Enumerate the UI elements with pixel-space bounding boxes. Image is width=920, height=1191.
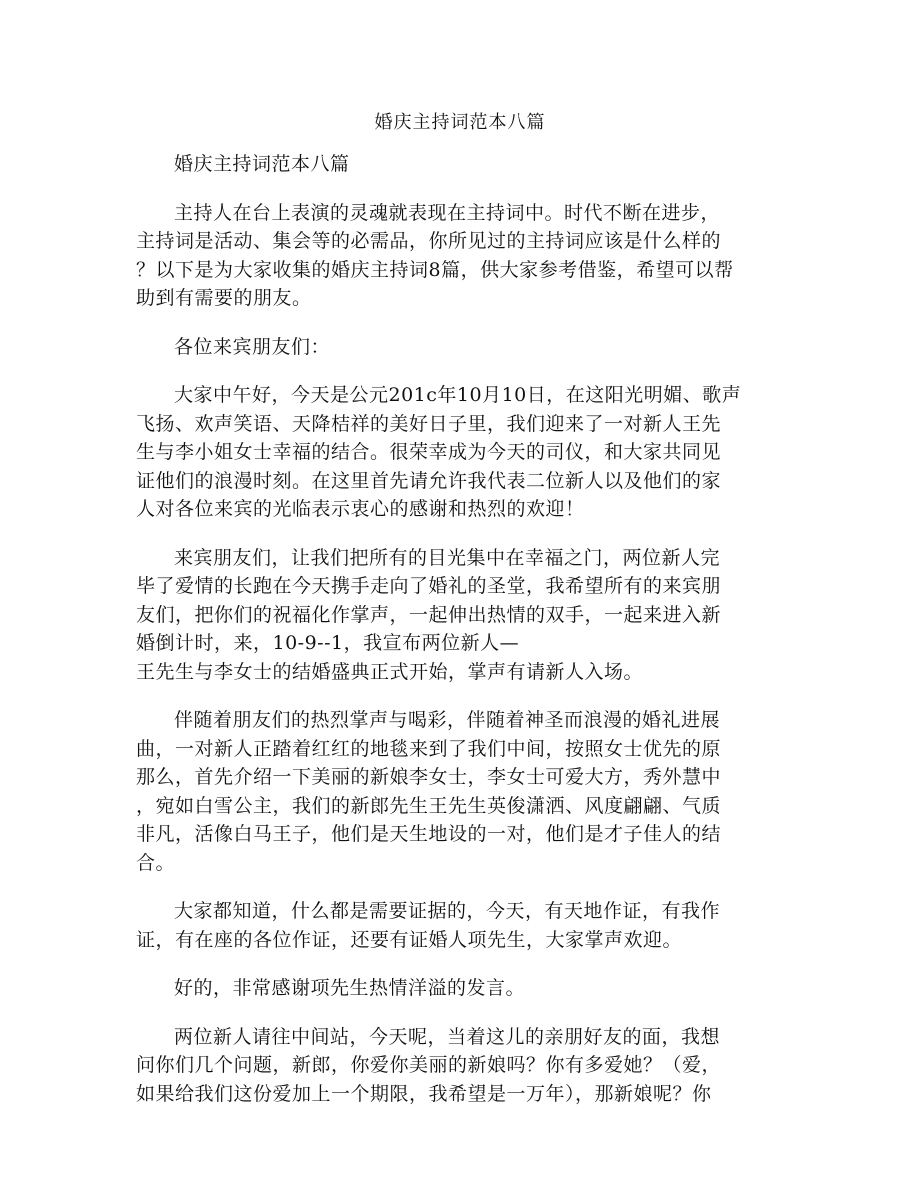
paragraph-line: 婚倒计时，来，10-9--1，我宣布两位新人— bbox=[136, 632, 520, 654]
paragraph-line: 毕了爱情的长跑在今天携手走向了婚礼的圣堂，我希望所有的来宾朋 bbox=[136, 575, 722, 597]
paragraph-line: 那么，首先介绍一下美丽的新娘李女士，李女士可爱大方，秀外慧中 bbox=[136, 766, 722, 788]
paragraph-line: 证他们的浪漫时刻。在这里首先请允许我代表二位新人以及他们的家 bbox=[136, 469, 722, 492]
paragraph-line: 大家都知道，什么都是需要证据的，今天，有天地作证，有我作 bbox=[174, 900, 721, 922]
paragraph-line: 证，有在座的各位作证，还要有证婚人项先生，大家掌声欢迎。 bbox=[136, 928, 683, 951]
paragraph bbox=[136, 199, 786, 313]
paragraph-line: 主持词是活动、集会等的必需品，你所见过的主持词应该是什么样的 bbox=[136, 230, 722, 252]
paragraph-line: 人对各位来宾的光临表示衷心的感谢和热烈的欢迎！ bbox=[136, 498, 585, 520]
paragraph-line: 好的，非常感谢项先生热情洋溢的发言。 bbox=[174, 977, 526, 999]
paragraph bbox=[136, 1023, 786, 1109]
paragraph-line: 非凡，活像白马王子，他们是天生地设的一对，他们是才子佳人的结 bbox=[136, 823, 722, 845]
paragraph bbox=[136, 897, 786, 954]
paragraph-line: 婚庆主持词范本八篇 bbox=[174, 153, 350, 175]
document-body bbox=[136, 150, 786, 1128]
paragraph-line: 来宾朋友们，让我们把所有的目光集中在幸福之门，两位新人完 bbox=[174, 546, 721, 569]
paragraph-line: 大家中午好，今天是公元201c年10月10日，在这阳光明媚、歌声 bbox=[174, 384, 742, 406]
paragraph-line: 问你们几个问题，新郎，你爱你美丽的新娘吗？你有多爱她？（爱， bbox=[136, 1054, 722, 1076]
paragraph-line: 曲，一对新人正踏着红红的地毯来到了我们中间，按照女士优先的原 bbox=[136, 737, 722, 760]
paragraph bbox=[136, 974, 786, 1003]
paragraph-line: ？以下是为大家收集的婚庆主持词8篇，供大家参考借鉴，希望可以帮 bbox=[136, 258, 734, 281]
paragraph-line: 飞扬、欢声笑语、天降桔祥的美好日子里，我们迎来了一对新人王先 bbox=[136, 412, 722, 435]
paragraph-line: 合。 bbox=[136, 851, 176, 874]
paragraph-line: 如果给我们这份爱加上一个期限，我希望是一万年），那新娘呢？你 bbox=[136, 1082, 712, 1105]
paragraph-line: 两位新人请往中间站，今天呢，当着这儿的亲朋好友的面，我想 bbox=[174, 1025, 721, 1048]
paragraph-line: 各位来宾朋友们： bbox=[174, 335, 331, 358]
paragraph bbox=[136, 333, 786, 362]
paragraph-line: 主持人在台上表演的灵魂就表现在主持词中。时代不断在进步， bbox=[174, 201, 721, 224]
paragraph-line: 生与李小姐女士幸福的结合。很荣幸成为今天的司仪，和大家共同见 bbox=[136, 441, 722, 463]
paragraph-line: 友们，把你们的祝福化作掌声，一起伸出热情的双手，一起来进入新 bbox=[136, 603, 722, 626]
paragraph bbox=[136, 150, 786, 179]
paragraph bbox=[136, 544, 786, 687]
paragraph bbox=[136, 381, 786, 524]
paragraph-line: 伴随着朋友们的热烈掌声与喝彩，伴随着神圣而浪漫的婚礼进展 bbox=[174, 709, 721, 731]
paragraph-line: ，宛如白雪公主，我们的新郎先生王先生英俊潇洒、风度翩翩、气质 bbox=[136, 794, 722, 817]
paragraph-line: 王先生与李女士的结婚盛典正式开始，掌声有请新人入场。 bbox=[136, 660, 644, 683]
document-title: 婚庆主持词范本八篇 bbox=[374, 112, 546, 133]
paragraph-line: 助到有需要的朋友。 bbox=[136, 287, 312, 309]
paragraph bbox=[136, 706, 786, 877]
